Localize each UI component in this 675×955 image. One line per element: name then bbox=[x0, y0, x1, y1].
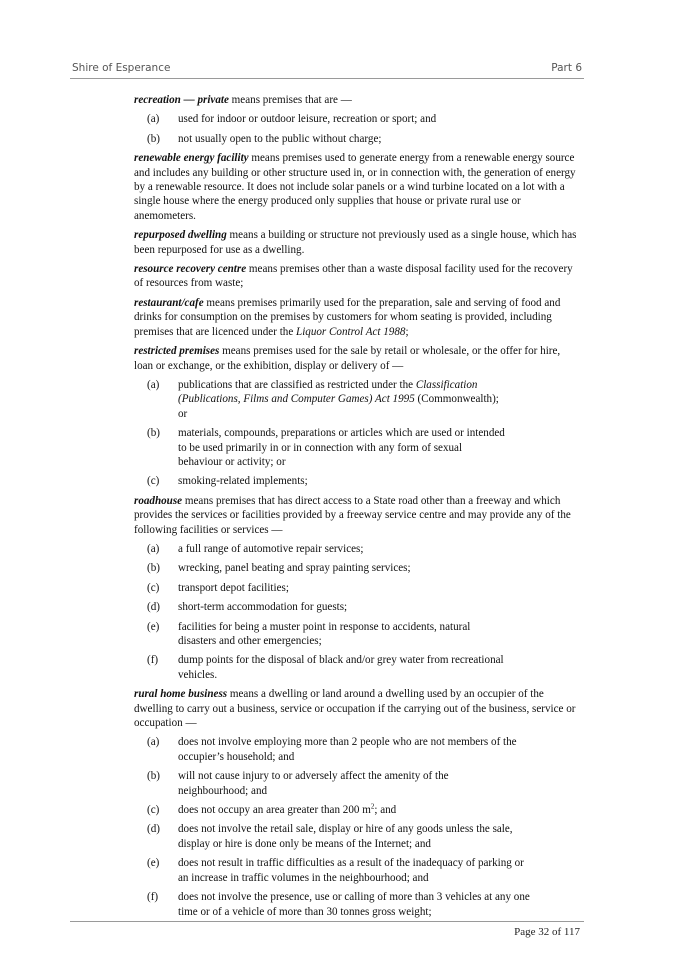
item-label: (a) bbox=[147, 378, 160, 391]
item-label: (b) bbox=[147, 562, 160, 575]
definition-restaurant-cafe bbox=[134, 296, 580, 339]
definition-end: ; bbox=[405, 325, 409, 338]
item-conjunction: or bbox=[178, 407, 188, 420]
definition-restricted-premises bbox=[134, 344, 580, 373]
definition-term: restricted premises bbox=[134, 345, 220, 358]
list-item bbox=[134, 132, 580, 146]
list-item bbox=[134, 803, 580, 817]
footer-divider bbox=[70, 921, 584, 922]
list-item bbox=[134, 735, 580, 764]
list-item bbox=[134, 426, 580, 469]
act-citation: Classification (Publications, Films and Computer Games) Act 1995 bbox=[178, 378, 478, 406]
definition-term: restaurant/cafe bbox=[134, 296, 204, 309]
definition-term: recreation — private bbox=[134, 94, 229, 106]
item-text: short-term accommodation for guests; bbox=[178, 601, 348, 614]
item-text: transport depot facilities; bbox=[178, 581, 289, 594]
definition-resource-recovery-centre bbox=[134, 262, 580, 291]
list-item bbox=[134, 474, 580, 488]
list-item bbox=[134, 890, 580, 919]
definition-term: resource recovery centre bbox=[134, 263, 247, 276]
list-item bbox=[134, 542, 580, 556]
definition-renewable-energy-facility bbox=[134, 151, 580, 223]
item-label: (a) bbox=[147, 542, 160, 555]
item-label: (b) bbox=[147, 132, 160, 145]
item-text: does not result in traffic difficulties as a result of the inadequacy of parking or an increase in traffic volumes in the neighbourhood; and bbox=[178, 857, 524, 884]
item-text: does not involve the retail sale, display or hire of any goods unless the sale, display or hire is done only be means of the Internet; and bbox=[178, 823, 513, 850]
page-content bbox=[134, 93, 580, 924]
list-item bbox=[134, 581, 580, 595]
item-text: smoking-related implements; bbox=[178, 475, 308, 488]
item-label: (e) bbox=[147, 620, 160, 633]
definition-roadhouse bbox=[134, 494, 580, 537]
definition-term: renewable energy facility bbox=[134, 152, 249, 165]
list-item bbox=[134, 112, 580, 126]
definition-recreation-private bbox=[134, 93, 580, 107]
definition-term: rural home business bbox=[134, 688, 228, 701]
page-number: Page 32 of 117 bbox=[514, 926, 580, 938]
item-label: (e) bbox=[147, 857, 160, 870]
definition-text: means premises used for the sale by retail or wholesale, or the offer for hire, loan or exchange, or the exhibition, display or delivery of — bbox=[134, 345, 561, 372]
item-text-end: ; and bbox=[374, 804, 397, 817]
item-text: facilities for being a muster point in response to accidents, natural disasters and other emergencies; bbox=[178, 620, 471, 647]
list-item bbox=[134, 561, 580, 575]
item-label: (c) bbox=[147, 581, 160, 594]
definition-term: repurposed dwelling bbox=[134, 229, 227, 242]
item-text: a full range of automotive repair services; bbox=[178, 542, 364, 555]
item-text: will not cause injury to or adversely affect the amenity of the neighbourhood; and bbox=[178, 770, 449, 797]
item-label: (d) bbox=[147, 601, 160, 614]
definition-text: means premises other than a waste disposal facility used for the recovery of resources from waste; bbox=[134, 263, 573, 290]
item-label: (f) bbox=[147, 654, 159, 667]
superscript: 2 bbox=[370, 802, 375, 811]
definition-term: roadhouse bbox=[134, 494, 183, 507]
item-label: (a) bbox=[147, 736, 160, 749]
item-text: not usually open to the public without charge; bbox=[178, 132, 382, 145]
item-text: materials, compounds, preparations or articles which are used or intended to be used primarily in or in connection with any form of sexual behaviour or activity; or bbox=[178, 427, 505, 468]
definition-text: means premises primarily used for the preparation, sale and serving of food and drinks for consumption on the premises by customers for whom seating is provided, including premises that are licenced under the bbox=[134, 296, 561, 338]
definition-text: means a dwelling or land around a dwelling used by an occupier of the dwelling to carry out a business, service or occupation if the carrying out of the business, service or occupation — bbox=[134, 688, 576, 730]
item-text: does not involve employing more than 2 people who are not members of the occupier’s household; and bbox=[178, 736, 517, 763]
definition-text: means premises that are — bbox=[228, 94, 352, 106]
item-text: dump points for the disposal of black and/or grey water from recreational vehicles. bbox=[178, 654, 504, 681]
item-text: used for indoor or outdoor leisure, recreation or sport; and bbox=[178, 113, 437, 126]
item-text: does not involve the presence, use or calling of more than 3 vehicles at any one time or of a vehicle of more than 30 tonnes gross weight; bbox=[178, 891, 530, 918]
item-text: wrecking, panel beating and spray painting services; bbox=[178, 562, 411, 575]
list-item bbox=[134, 653, 580, 682]
item-label: (b) bbox=[147, 427, 160, 440]
item-label: (f) bbox=[147, 891, 159, 904]
list-item bbox=[134, 769, 580, 798]
list-item bbox=[134, 856, 580, 885]
list-item bbox=[134, 620, 580, 649]
definition-text: means a building or structure not previously used as a single house, which has been repurposed for use as a dwelling. bbox=[134, 229, 577, 256]
item-text: publications that are classified as restricted under the bbox=[178, 378, 416, 391]
act-citation: Liquor Control Act 1988 bbox=[296, 325, 406, 338]
header-part: Part 6 bbox=[551, 62, 582, 74]
item-label: (b) bbox=[147, 770, 160, 783]
item-label: (c) bbox=[147, 804, 160, 817]
definition-rural-home-business bbox=[134, 687, 580, 730]
page-header bbox=[70, 62, 584, 79]
item-label: (c) bbox=[147, 475, 160, 488]
header-title: Shire of Esperance bbox=[72, 62, 171, 74]
item-label: (d) bbox=[147, 823, 160, 836]
list-item bbox=[134, 822, 580, 851]
item-text-end: (Commonwealth); bbox=[414, 393, 499, 406]
definition-repurposed-dwelling bbox=[134, 228, 580, 257]
list-item bbox=[134, 600, 580, 614]
definition-text: means premises that has direct access to a State road other than a freeway and which provides the services or facilities provided by a freeway service centre and may provide any of the following facilities or services — bbox=[134, 494, 571, 536]
definition-text: means premises used to generate energy from a renewable energy source and includes any building or other structure used in, or in connection with, the generation of energy by a renewable resource. It does not include solar panels or a wind turbine located on a lot with a single house where the energy produced only supplies that house or private rural use or anemometers. bbox=[134, 152, 576, 222]
item-label: (a) bbox=[147, 113, 160, 126]
list-item bbox=[134, 378, 580, 421]
item-text: does not occupy an area greater than 200 m bbox=[178, 804, 371, 817]
